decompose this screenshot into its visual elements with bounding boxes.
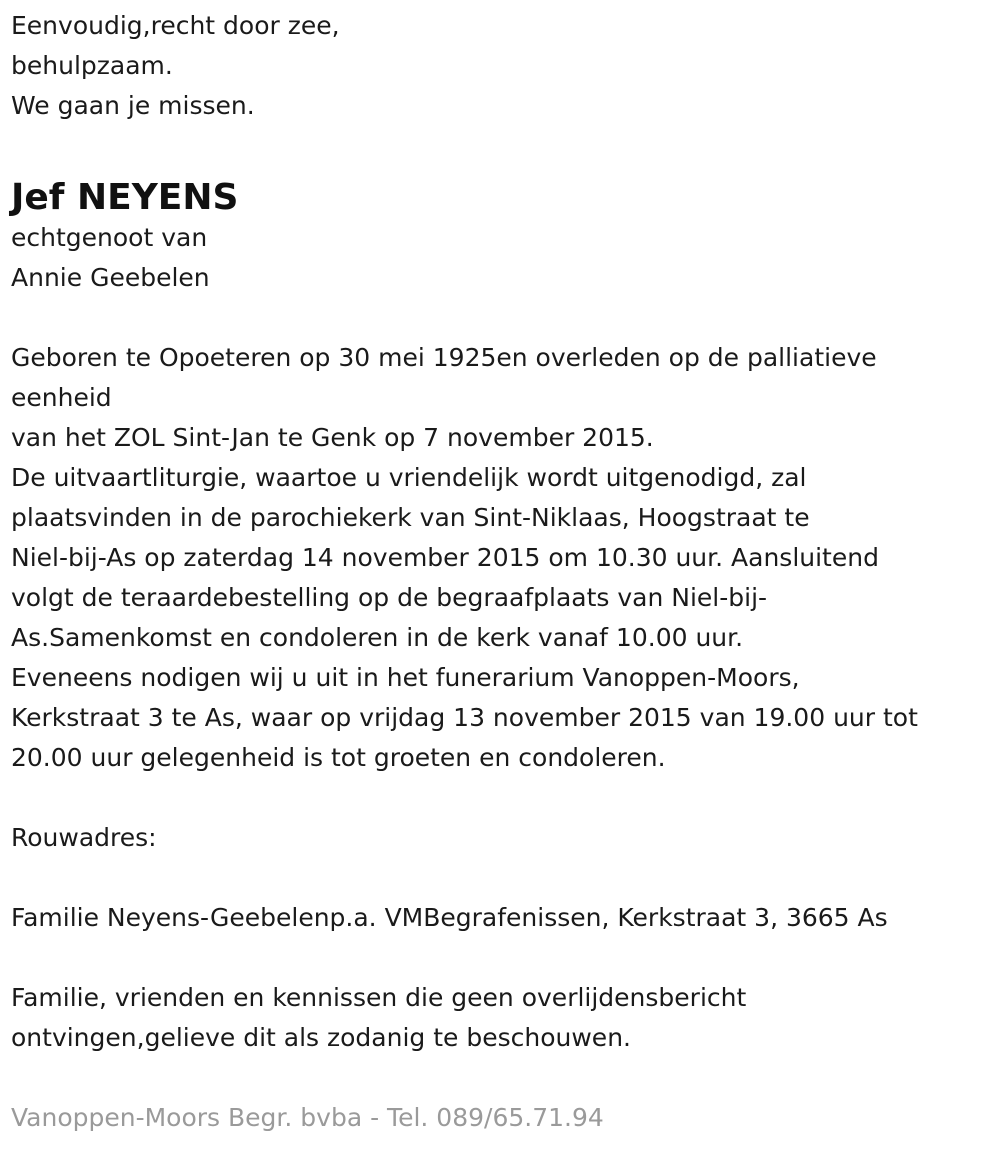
body-line: Geboren te Opoeteren op 30 mei 1925en overleden op de palliatieve (11, 343, 877, 372)
body-line: volgt de teraardebestelling op de begraafplaats van Niel-bij- (11, 583, 768, 612)
body-line: As.Samenkomst en condoleren in de kerk vanaf 10.00 uur. (11, 623, 744, 652)
body-line: 20.00 uur gelegenheid is tot groeten en condoleren. (11, 743, 666, 772)
deceased-name: Jef NEYENS (11, 177, 239, 218)
notice (11, 978, 991, 1058)
body-line: Niel-bij-As op zaterdag 14 november 2015 om 10.30 uur. Aansluitend (11, 543, 879, 572)
spacer (11, 298, 991, 338)
mourning-address-label: Rouwadres: (11, 823, 157, 852)
body-line: Kerkstraat 3 te As, waar op vrijdag 13 november 2015 van 19.00 uur tot (11, 703, 918, 732)
spacer (11, 778, 991, 818)
mourning-address: Familie Neyens-Geebelenp.a. VMBegrafenissen, Kerkstraat 3, 3665 As (11, 903, 888, 932)
notice-line: ontvingen,gelieve dit als zodanig te beschouwen. (11, 1023, 631, 1052)
obituary-document (11, 6, 991, 1138)
body-line: van het ZOL Sint-Jan te Genk op 7 november 2015. (11, 423, 654, 452)
verse (11, 6, 991, 126)
body-line: Eveneens nodigen wij u uit in het funerarium Vanoppen-Moors, (11, 663, 800, 692)
spacer (11, 126, 991, 166)
spacer (11, 938, 991, 978)
deceased-block (11, 174, 991, 298)
relation-label: echtgenoot van (11, 223, 208, 252)
spacer (11, 1058, 991, 1098)
verse-line: We gaan je missen. (11, 91, 255, 120)
body-line: eenheid (11, 383, 112, 412)
body-line: plaatsvinden in de parochiekerk van Sint-Niklaas, Hoogstraat te (11, 503, 810, 532)
funeral-home-footer: Vanoppen-Moors Begr. bvba - Tel. 089/65.71.94 (11, 1103, 604, 1132)
verse-line: Eenvoudig,recht door zee, (11, 11, 340, 40)
spacer (11, 858, 991, 898)
body-line: De uitvaartliturgie, waartoe u vriendelijk wordt uitgenodigd, zal (11, 463, 807, 492)
verse-line: behulpzaam. (11, 51, 173, 80)
spouse-name: Annie Geebelen (11, 263, 210, 292)
notice-line: Familie, vrienden en kennissen die geen overlijdensbericht (11, 983, 747, 1012)
announcement-body (11, 338, 991, 778)
